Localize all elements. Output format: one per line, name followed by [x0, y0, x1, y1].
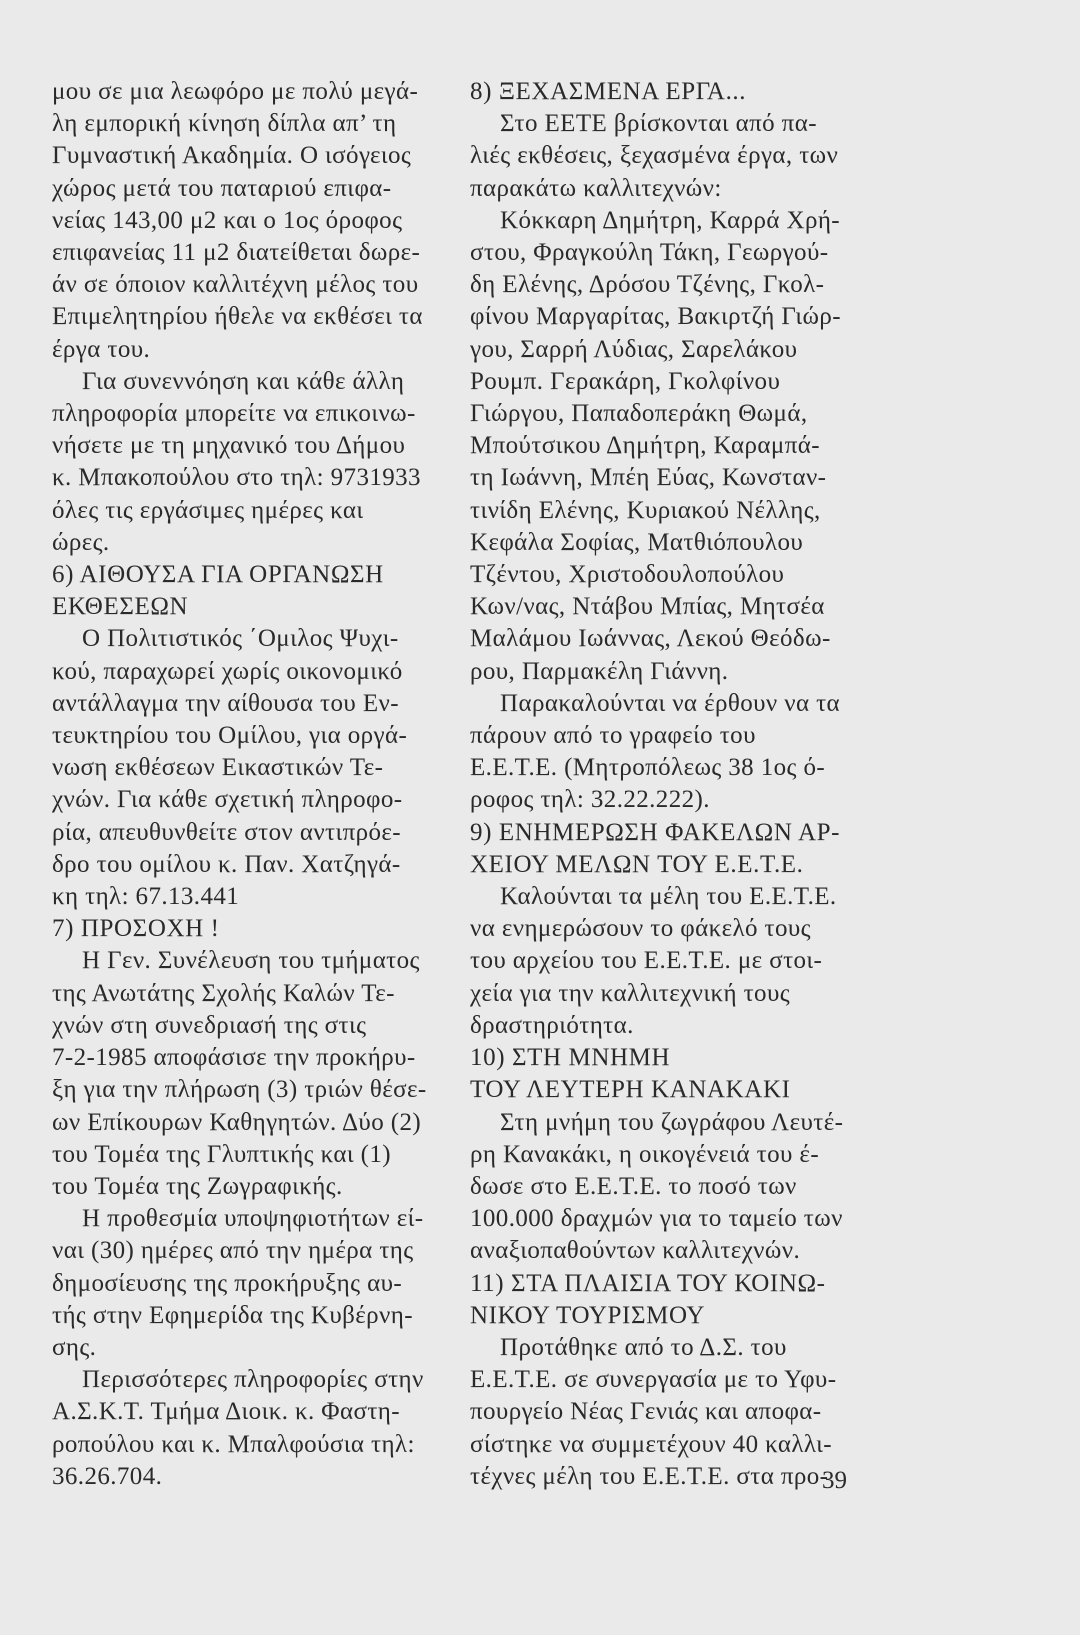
text-line: κ. Μπακοπούλου στο τηλ: 9731933	[52, 464, 421, 492]
text-line: ρία, απευθυνθείτε στον αντιπρόε-	[52, 818, 402, 846]
text-line: ώρες.	[52, 528, 110, 556]
text-line: Καλούνται τα μέλη του Ε.Ε.Τ.Ε.	[500, 883, 837, 911]
text-line: Τζέντου, Χριστοδουλοπούλου	[470, 561, 785, 589]
section-heading-line: 10) ΣΤΗ ΜΝΗΜΗ	[470, 1044, 671, 1072]
text-line: χώρος μετά του παταριού επιφα-	[52, 174, 392, 202]
left-column	[52, 76, 452, 1493]
text-line: ροπούλου και κ. Μπαλφούσια τηλ:	[52, 1430, 415, 1458]
text-line: Μαλάμου Ιωάννας, Λεκού Θεόδω-	[470, 625, 831, 653]
text-line: τέχνες μέλη του Ε.Ε.Τ.Ε. στα προ-	[470, 1462, 829, 1490]
text-line: της Ανωτάτης Σχολής Καλών Τε-	[52, 979, 395, 1007]
text-line: του αρχείου του Ε.Ε.Τ.Ε. με στοι-	[470, 947, 823, 975]
section-heading-line: ΤΟΥ ΛΕΥΤΕΡΗ ΚΑΝΑΚΑΚΙ	[470, 1076, 791, 1104]
text-line: Για συνεννόηση και κάθε άλλη	[82, 367, 405, 395]
text-line: ρου, Παρμακέλη Γιάννη.	[470, 657, 729, 685]
section-heading-line: ΧΕΙΟΥ ΜΕΛΩΝ ΤΟΥ Ε.Ε.Τ.Ε.	[470, 850, 804, 878]
text-line: ξη για την πλήρωση (3) τριών θέσε-	[52, 1076, 427, 1104]
text-line: χνών. Για κάθε σχετική πληροφο-	[52, 786, 403, 814]
text-line: σης.	[52, 1333, 97, 1361]
text-line: δωσε στο Ε.Ε.Τ.Ε. το ποσό των	[470, 1172, 797, 1200]
text-line: του Τομέα της Ζωγραφικής.	[52, 1172, 343, 1200]
text-line: 36.26.704.	[52, 1462, 163, 1490]
section-heading-line: 8) ΞΕΧΑΣΜΕΝΑ ΕΡΓΑ...	[470, 78, 747, 105]
text-line: Η προθεσμία υποψηφιοτήτων εί-	[82, 1205, 424, 1233]
text-line: σίστηκε να συμμετέχουν 40 καλλι-	[470, 1430, 832, 1458]
text-line: αντάλλαγμα την αίθουσα του Εν-	[52, 689, 399, 717]
text-line: δραστηριότητα.	[470, 1011, 634, 1039]
text-line: ρη Κανακάκι, η οικογένειά του έ-	[470, 1140, 820, 1168]
text-line: κη τηλ: 67.13.441	[52, 883, 240, 911]
text-line: πληροφορία μπορείτε να επικοινω-	[52, 400, 416, 428]
text-line: Α.Σ.Κ.Τ. Τμήμα Διοικ. κ. Φαστη-	[52, 1398, 400, 1426]
text-line: τη Ιωάννη, Μπέη Εύας, Κωνσταν-	[470, 464, 827, 492]
text-line: Κόκκαρη Δημήτρη, Καρρά Χρή-	[500, 206, 841, 234]
text-line: Επιμελητηρίου ήθελε να εκθέσει τα	[52, 303, 423, 331]
text-line: Γυμναστική Ακαδημία. Ο ισόγειος	[52, 142, 412, 170]
section-heading-line: 11) ΣΤΑ ΠΛΑΙΣΙΑ ΤΟΥ ΚΟΙΝΩ-	[470, 1269, 826, 1297]
text-line: δημοσίευσης της προκήρυξης αυ-	[52, 1269, 403, 1297]
text-line: να ενημερώσουν το φάκελό τους	[470, 915, 811, 943]
text-line: Στο ΕΕΤΕ βρίσκονται από πα-	[500, 110, 817, 138]
text-line: 7-2-1985 αποφάσισε την προκήρυ-	[52, 1044, 416, 1072]
text-line: αναξιοπαθούντων καλλιτεχνών.	[470, 1237, 801, 1265]
text-line: τινίδη Ελένης, Κυριακού Νέλλης,	[470, 496, 821, 524]
text-line: γου, Σαρρή Λύδιας, Σαρελάκου	[470, 335, 798, 363]
text-line: δρο του ομίλου κ. Παν. Χατζηγά-	[52, 850, 401, 878]
text-line: Ε.Ε.Τ.Ε. σε συνεργασία με το Υφυ-	[470, 1366, 837, 1394]
text-line: χνών στη συνεδριασή της στις	[52, 1011, 367, 1039]
text-line: φίνου Μαργαρίτας, Βακιρτζή Γιώρ-	[470, 303, 841, 331]
page-number: 39	[822, 1467, 847, 1494]
text-line: του Τομέα της Γλυπτικής και (1)	[52, 1140, 392, 1168]
text-line: νείας 143,00 μ2 και ο 1ος όροφος	[52, 206, 403, 234]
text-line: Γιώργου, Παπαδοπεράκη Θωμά,	[470, 400, 808, 428]
text-line: Προτάθηκε από το Δ.Σ. του	[500, 1333, 787, 1361]
text-line: όλες τις εργάσιμες ημέρες και	[52, 496, 364, 524]
text-line: Ρουμπ. Γερακάρη, Γκολφίνου	[470, 367, 781, 395]
section-heading-line: 9) ΕΝΗΜΕΡΩΣΗ ΦΑΚΕΛΩΝ ΑΡ-	[470, 818, 841, 846]
right-column	[470, 76, 880, 1493]
text-line: ροφος τηλ: 32.22.222).	[470, 786, 710, 814]
text-line: επιφανείας 11 μ2 διατείθεται δωρε-	[52, 239, 421, 267]
text-line: λη εμπορική κίνηση δίπλα απ’ τη	[52, 110, 397, 138]
text-line: Στη μνήμη του ζωγράφου Λευτέ-	[500, 1108, 844, 1136]
text-line: παρακάτω καλλιτεχνών:	[470, 174, 722, 202]
section-heading-line: ΝΙΚΟΥ ΤΟΥΡΙΣΜΟΥ	[470, 1301, 706, 1329]
text-line: Κων/νας, Ντάβου Μπίας, Μητσέα	[470, 593, 825, 621]
text-line: έργα του.	[52, 335, 151, 363]
text-line: Η Γεν. Συνέλευση του τμήματος	[82, 947, 420, 975]
text-line: πάρουν από το γραφείο του	[470, 722, 756, 750]
text-line: τευκτηρίου του Ομίλου, για οργά-	[52, 722, 408, 750]
text-line: νωση εκθέσεων Εικαστικών Τε-	[52, 754, 384, 782]
text-line: ναι (30) ημέρες από την ημέρα της	[52, 1237, 414, 1265]
text-line: χεία για την καλλιτεχνική τους	[470, 979, 791, 1007]
text-line: 100.000 δραχμών για το ταμείο των	[470, 1205, 843, 1233]
text-line: νήσετε με τη μηχανικό του Δήμου	[52, 432, 406, 460]
text-line: Μπούτσικου Δημήτρη, Καραμπά-	[470, 432, 820, 460]
text-line: Κεφάλα Σοφίας, Ματθιόπουλου	[470, 528, 804, 556]
text-line: Ο Πολιτιστικός ΄Ομιλος Ψυχι-	[82, 625, 399, 653]
text-line: πουργείο Νέας Γενιάς και αποφα-	[470, 1398, 822, 1426]
text-line: τής στην Εφημερίδα της Κυβέρνη-	[52, 1301, 413, 1329]
text-line: ων Επίκουρων Καθηγητών. Δύο (2)	[52, 1108, 422, 1136]
section-heading-line: 6) ΑΙΘΟΥΣΑ ΓΙΑ ΟΡΓΑΝΩΣΗ	[52, 561, 384, 589]
text-line: λιές εκθέσεις, ξεχασμένα έργα, των	[470, 142, 839, 170]
text-line: Ε.Ε.Τ.Ε. (Μητροπόλεως 38 1ος ό-	[470, 754, 826, 782]
text-line: στου, Φραγκούλη Τάκη, Γεωργού-	[470, 239, 829, 267]
text-line: Παρακαλούνται να έρθουν να τα	[500, 689, 841, 717]
text-line: Περισσότερες πληροφορίες στην	[82, 1366, 424, 1394]
text-line: δη Ελένης, Δρόσου Τζένης, Γκολ-	[470, 271, 825, 299]
text-line: κού, παραχωρεί χωρίς οικονομικό	[52, 657, 403, 685]
section-heading-line: 7) ΠΡΟΣΟΧΗ !	[52, 915, 220, 943]
text-line: άν σε όποιον καλλιτέχνη μέλος του	[52, 271, 419, 299]
section-heading-line: ΕΚΘΕΣΕΩΝ	[52, 593, 189, 621]
text-line: μου σε μια λεωφόρο με πολύ μεγά-	[52, 78, 419, 105]
